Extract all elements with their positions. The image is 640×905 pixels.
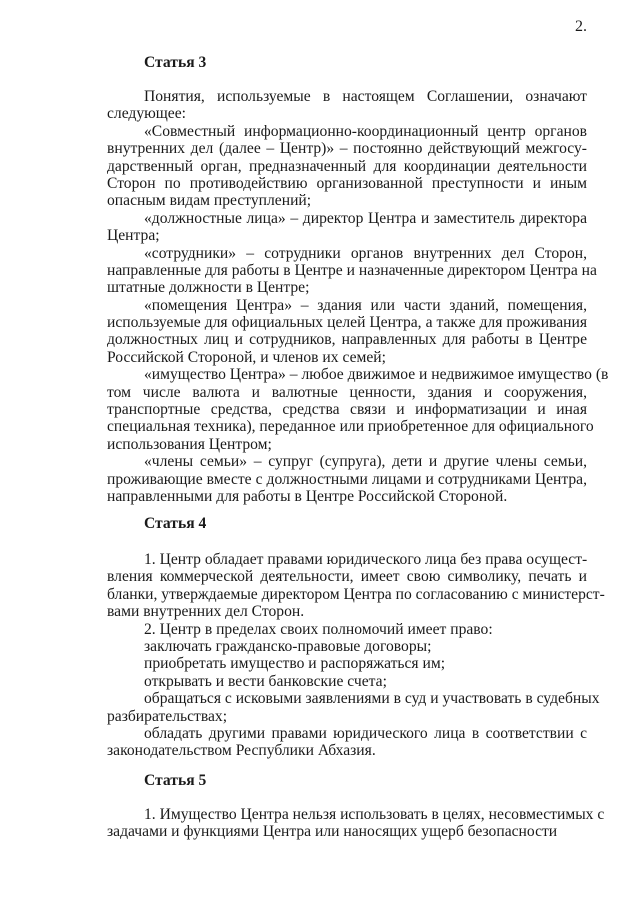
paragraph: [107, 551, 605, 621]
text-line: направленные для работы в Центре и назначенные директором Центра на: [107, 261, 597, 279]
text-line: Центра;: [107, 227, 160, 245]
text-line: обращаться с исковыми заявлениями в суд и участвовать в судебных: [144, 690, 600, 708]
text-line: штатные должности в Центре;: [107, 279, 310, 297]
text-line: 1. Имущество Центра нельзя использовать в целях, несовместимых с: [144, 806, 605, 823]
text-line: использования Центром;: [107, 435, 272, 453]
paragraph: [107, 244, 597, 297]
text-line: открывать и вести банковские счета;: [144, 672, 387, 690]
text-line: разбирательствах;: [107, 707, 228, 725]
text-line: направленными для работы в Центре Российской Стороной.: [107, 487, 508, 505]
text-line: приобретать имущество и распоряжаться им;: [144, 655, 446, 673]
paragraph: [107, 638, 587, 655]
paragraph: [107, 690, 600, 725]
article-5-body: [107, 806, 605, 841]
text-line: «сотрудники» – сотрудники органов внутренних дел Сторон,: [144, 244, 587, 262]
text-line: «должностные лица» – директор Центра и заместитель директора: [144, 209, 587, 227]
text-line: «Совместный информационно-координационный центр органов: [144, 122, 587, 140]
paragraph: [107, 806, 605, 841]
text-line: вления коммерческой деятельности, имеет свою символику, печать и: [107, 568, 587, 586]
text-line: заключать гражданско-правовые договоры;: [144, 637, 432, 655]
paragraph: [107, 210, 587, 245]
article-4-body: [107, 551, 605, 760]
text-line: транспортные средства, средства связи и информатизации и иная: [107, 401, 587, 419]
text-line: 2. Центр в пределах своих полномочий имеет право:: [144, 620, 493, 638]
paragraph: [107, 673, 587, 690]
paragraph: [107, 88, 587, 123]
page-number: 2.: [575, 18, 587, 35]
paragraph: [107, 366, 609, 453]
article-4-heading: Статья 4: [144, 515, 207, 532]
text-line: внутренних дел (далее – Центр)» – постоянно действующий межгосу-: [107, 140, 587, 158]
text-line: законодательством Республики Абхазия.: [107, 742, 376, 760]
text-line: Сторон по противодействию организованной преступности и иным: [107, 174, 587, 192]
paragraph: [107, 655, 587, 672]
article-3-heading: Статья 3: [144, 54, 207, 71]
text-line: задачами и функциями Центра или наносящих ущерб безопасности: [107, 823, 558, 841]
paragraph: [107, 453, 587, 505]
text-line: обладать другими правами юридического лица в соответствии с: [144, 724, 587, 742]
article-5-heading: Статья 5: [144, 772, 207, 789]
text-line: специальная техника), переданное или приобретенное для официального: [107, 418, 594, 436]
text-line: должностных лиц и сотрудников, направленных для работы в Центре: [107, 331, 587, 349]
text-line: «члены семьи» – супруг (супруга), дети и другие члены семьи,: [144, 453, 587, 471]
text-line: бланки, утверждаемые директором Центра по согласованию с министерст-: [107, 585, 605, 603]
text-line: Российской Стороной, и членов их семей;: [107, 348, 386, 366]
text-line: опасным видам преступлений;: [107, 192, 312, 210]
article-3-body: [107, 88, 609, 505]
text-line: 1. Центр обладает правами юридического лица без права осущест-: [144, 551, 588, 568]
text-line: используемые для официальных целей Центра, а также для проживания: [107, 314, 587, 332]
paragraph: [107, 725, 587, 760]
text-line: проживающие вместе с должностными лицами и сотрудниками Центра,: [107, 470, 587, 488]
text-line: вами внутренних дел Сторон.: [107, 603, 305, 621]
text-line: том числе валюта и валютные ценности, здания и сооружения,: [107, 383, 587, 401]
text-line: следующее:: [107, 105, 186, 123]
text-line: дарственный орган, предназначенный для координации деятельности: [107, 157, 587, 175]
paragraph: [107, 297, 587, 367]
text-line: «помещения Центра» – здания или части зданий, помещения,: [144, 296, 587, 314]
text-line: «имущество Центра» – любое движимое и недвижимое имущество (в: [144, 366, 609, 384]
paragraph: [107, 123, 587, 210]
text-line: Понятия, используемые в настоящем Соглашении, означают: [144, 88, 587, 105]
paragraph: [107, 621, 587, 638]
